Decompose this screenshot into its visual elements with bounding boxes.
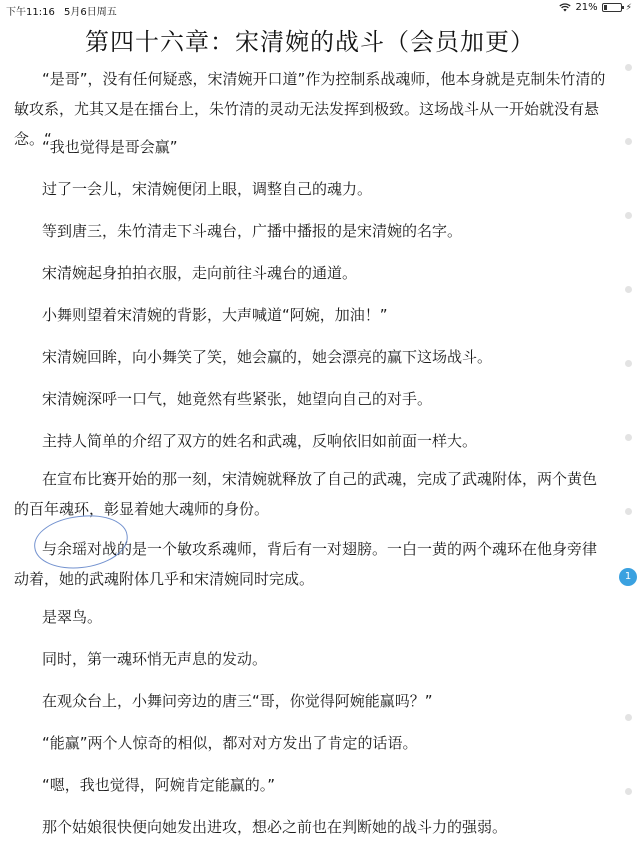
paragraph: 等到唐三，朱竹清走下斗魂台，广播中播报的是宋清婉的名字。 <box>42 222 463 240</box>
battery-icon <box>602 3 622 12</box>
paragraph: 同时，第一魂环悄无声息的发动。 <box>42 650 268 668</box>
battery-percent: 21% <box>575 2 598 13</box>
paragraph: 过了一会儿，宋清婉便闭上眼，调整自己的魂力。 <box>42 180 373 198</box>
wifi-icon <box>559 3 571 12</box>
chapter-title: 第四十六章：宋清婉的战斗（会员加更） <box>85 28 535 56</box>
rail-dot <box>625 714 632 721</box>
charging-icon: ⚡ <box>625 2 632 13</box>
paragraph: 那个姑娘很快便向她发出进攻，想必之前也在判断她的战斗力的强弱。 <box>42 818 508 836</box>
rail-dot <box>625 434 632 441</box>
paragraph: 主持人简单的介绍了双方的姓名和武魂，反响依旧如前面一样大。 <box>42 432 478 450</box>
rail-dot <box>625 64 632 71</box>
rail-dot <box>625 286 632 293</box>
status-bar <box>0 0 640 18</box>
paragraph: 宋清婉深呼一口气，她竟然有些紧张，她望向自己的对手。 <box>42 390 433 408</box>
status-left <box>6 3 123 18</box>
rail-dot <box>625 788 632 795</box>
paragraph: 宋清婉回眸，向小舞笑了笑，她会赢的，她会漂亮的赢下这场战斗。 <box>42 348 493 366</box>
status-right <box>559 2 632 13</box>
paragraph: 小舞则望着宋清婉的背影，大声喊道“阿婉，加油！” <box>42 306 388 324</box>
paragraph: 在观众台上，小舞问旁边的唐三“哥，你觉得阿婉能赢吗？” <box>42 692 433 710</box>
rail-dot <box>625 360 632 367</box>
paragraph: “能赢”两个人惊奇的相似，都对对方发出了肯定的话语。 <box>42 734 418 752</box>
page-indicator-badge[interactable]: 1 <box>619 568 637 586</box>
status-time: 下午11:16 <box>6 7 55 18</box>
status-date: 5月6日周五 <box>64 7 117 18</box>
rail-dot <box>625 212 632 219</box>
rail-dot <box>625 508 632 515</box>
rail-dot <box>625 138 632 145</box>
paragraph: 是翠鸟。 <box>42 608 103 626</box>
page-scroll-rail[interactable] <box>622 60 634 850</box>
paragraph: “是哥”，没有任何疑惑，宋清婉开口道”作为控制系战魂师，他本身就是克制朱竹清的敏攻系，尤其又是在擂台上，朱竹清的灵动无法发挥到极致。这场战斗从一开始就没有悬念。“ <box>14 70 606 148</box>
paragraph: 宋清婉起身拍拍衣服，走向前往斗魂台的通道。 <box>42 264 358 282</box>
paragraph: 与余瑶对战的是一个敏攻系魂师，背后有一对翅膀。一白一黄的两个魂环在他身旁律动着，她的武魂附体几乎和宋清婉同时完成。 <box>14 540 598 588</box>
paragraph: “嗯，我也觉得，阿婉肯定能赢的。” <box>42 776 276 794</box>
paragraph: 在宣布比赛开始的那一刻，宋清婉就释放了自己的武魂，完成了武魂附体，两个黄色的百年魂环，彰显着她大魂师的身份。 <box>14 470 598 518</box>
paragraph: “我也觉得是哥会赢” <box>42 138 178 156</box>
